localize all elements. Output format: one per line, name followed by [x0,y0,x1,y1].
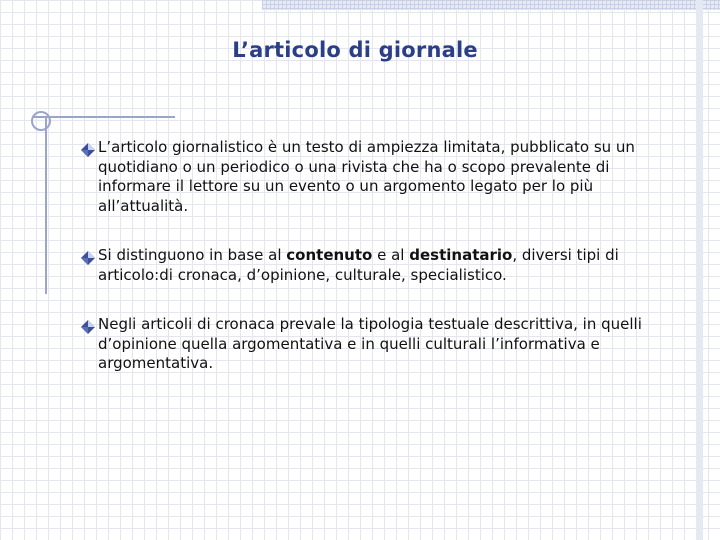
bold-term-contenuto: contenuto [286,246,373,264]
horizontal-accent-line [33,116,175,118]
bullet-list [78,138,678,404]
bullet-item [78,138,678,216]
bullet-text: Negli articoli di cronaca prevale la tipologia testuale descrittiva, in quelli d’opinione quella argomentativa e in quelli culturali l’informativa e argomentativa. [98,315,642,372]
bullet-item [78,315,678,374]
bullet-text-part: Si distinguono in base al [98,246,287,264]
diamond-bullet-icon [78,317,98,337]
bullet-text: L’articolo giornalistico è un testo di ampiezza limitata, pubblicato su un quotidiano o un periodico o una rivista che ha o scopo prevalente di informare il lettore su un evento o un argomento legato per lo più all’attualità. [98,138,635,215]
bullet-item [78,246,678,285]
right-decorative-bar [696,0,703,540]
top-decorative-band [262,0,720,10]
bullet-text-part: e al [372,246,410,264]
bullet-text [98,246,678,285]
corner-circle-decoration [31,111,51,131]
diamond-bullet-icon [78,140,98,160]
slide-title: L’articolo di giornale [232,38,478,62]
vertical-accent-line [45,116,47,294]
diamond-bullet-icon [78,248,98,268]
bullet-text-part: , diversi tipi di articolo:di cronaca, d’opinione, culturale, specialistico. [98,246,619,284]
bold-term-destinatario: destinatario [409,246,513,264]
